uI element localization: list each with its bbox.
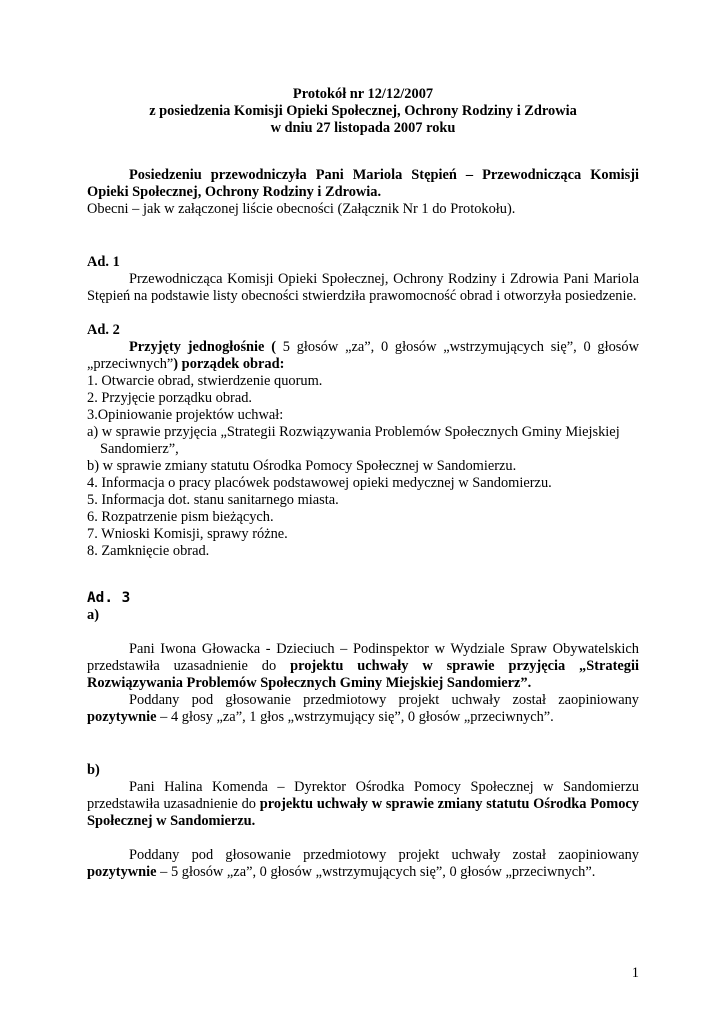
ad3-b-vote [87, 847, 639, 881]
ad3-b-presentation-text: Pani Halina Komenda – Dyrektor Ośrodka Pomocy Społecznej w Sandomierzu przedstawiła uzasadnienie do [87, 779, 639, 812]
agenda-list [87, 373, 639, 560]
committee-name: z posiedzenia Komisji Opieki Społecznej, Ochrony Rodziny i Zdrowia [149, 103, 577, 119]
agenda-item: 3.Opiniowanie projektów uchwał: [87, 407, 284, 423]
attendance-note: Obecni – jak w załączonej liście obecności (Załącznik Nr 1 do Protokołu). [87, 201, 516, 217]
agenda-item: 1. Otwarcie obrad, stwierdzenie quorum. [87, 373, 323, 389]
meeting-date: w dniu 27 listopada 2007 roku [270, 120, 456, 136]
protocol-number: Protokół nr 12/12/2007 [292, 86, 434, 102]
agenda-item: 7. Wnioski Komisji, sprawy różne. [87, 526, 288, 542]
agenda-item: a) w sprawie przyjęcia „Strategii Rozwiązywania Problemów Społecznych Gminy Miejskiej Sandomierz”, [87, 424, 620, 457]
chair-statement: Posiedzeniu przewodniczyła Pani Mariola Stępień – Przewodnicząca Komisji Opieki Społecznej, Ochrony Rodziny i Zdrowia. [87, 167, 639, 200]
ad3-b-vote-result: pozytywnie [87, 864, 157, 880]
ad3-b-presentation [87, 779, 639, 830]
ad1-text: Przewodnicząca Komisji Opieki Społecznej, Ochrony Rodziny i Zdrowia Pani Mariola Stępień na podstawie listy obecności stwierdziła prawomocność obrad i otworzyła posiedzenie. [87, 271, 639, 304]
ad3-a-vote-counts: – 4 głosy „za”, 1 głos „wstrzymujący się”, 0 głosów „przeciwnych”. [156, 709, 554, 725]
document-page [87, 86, 639, 881]
agenda-vote-statement [87, 339, 639, 373]
agenda-item: 5. Informacja dot. stanu sanitarnego miasta. [87, 492, 339, 508]
ad3-a-label: a) [87, 607, 99, 623]
ad3-a-resolution-title: projektu uchwały w sprawie przyjęcia „Strategii Rozwiązywania Problemów Społecznych Gminy Miejskiej Sandomierz”. [87, 658, 639, 691]
ad3-b-label: b) [87, 762, 100, 778]
agenda-item: 8. Zamknięcie obrad. [87, 543, 210, 559]
ad3-a-vote-text: Poddany pod głosowanie przedmiotowy projekt uchwały został zaopiniowany [129, 692, 639, 708]
ad3-a-presentation [87, 641, 639, 692]
ad3-a-presentation-text: Pani Iwona Głowacka - Dzieciuch – Podinspektor w Wydziale Spraw Obywatelskich przedstawiła uzasadnienie do [87, 641, 639, 674]
page-number: 1 [631, 965, 639, 981]
ad1-heading: Ad. 1 [87, 254, 120, 270]
ad2-heading: Ad. 2 [87, 322, 120, 338]
ad3-a-vote [87, 692, 639, 726]
ad3-a-vote-result: pozytywnie [87, 709, 157, 725]
ad3-heading: Ad. 3 [87, 590, 131, 606]
ad3-b-resolution-title: projektu uchwały w sprawie zmiany statutu Ośrodka Pomocy Społecznej w Sandomierzu. [87, 796, 639, 829]
ad3-b-vote-text: Poddany pod głosowanie przedmiotowy projekt uchwały został zaopiniowany [129, 847, 639, 863]
agenda-item: 6. Rozpatrzenie pism bieżących. [87, 509, 274, 525]
agenda-vote-bold-end: ) porządek obrad: [173, 356, 285, 372]
agenda-item: 2. Przyjęcie porządku obrad. [87, 390, 253, 406]
ad3-b-vote-counts: – 5 głosów „za”, 0 głosów „wstrzymujących się”, 0 głosów „przeciwnych”. [156, 864, 596, 880]
agenda-item: 4. Informacja o pracy placówek podstawowej opieki medycznej w Sandomierzu. [87, 475, 552, 491]
document-header [87, 86, 639, 137]
agenda-item: b) w sprawie zmiany statutu Ośrodka Pomocy Społecznej w Sandomierzu. [87, 458, 517, 474]
agenda-vote-bold-start: Przyjęty jednogłośnie ( [129, 339, 277, 355]
agenda-vote-counts: 5 głosów „za”, 0 głosów „wstrzymujących się”, 0 głosów „przeciwnych” [87, 339, 639, 372]
